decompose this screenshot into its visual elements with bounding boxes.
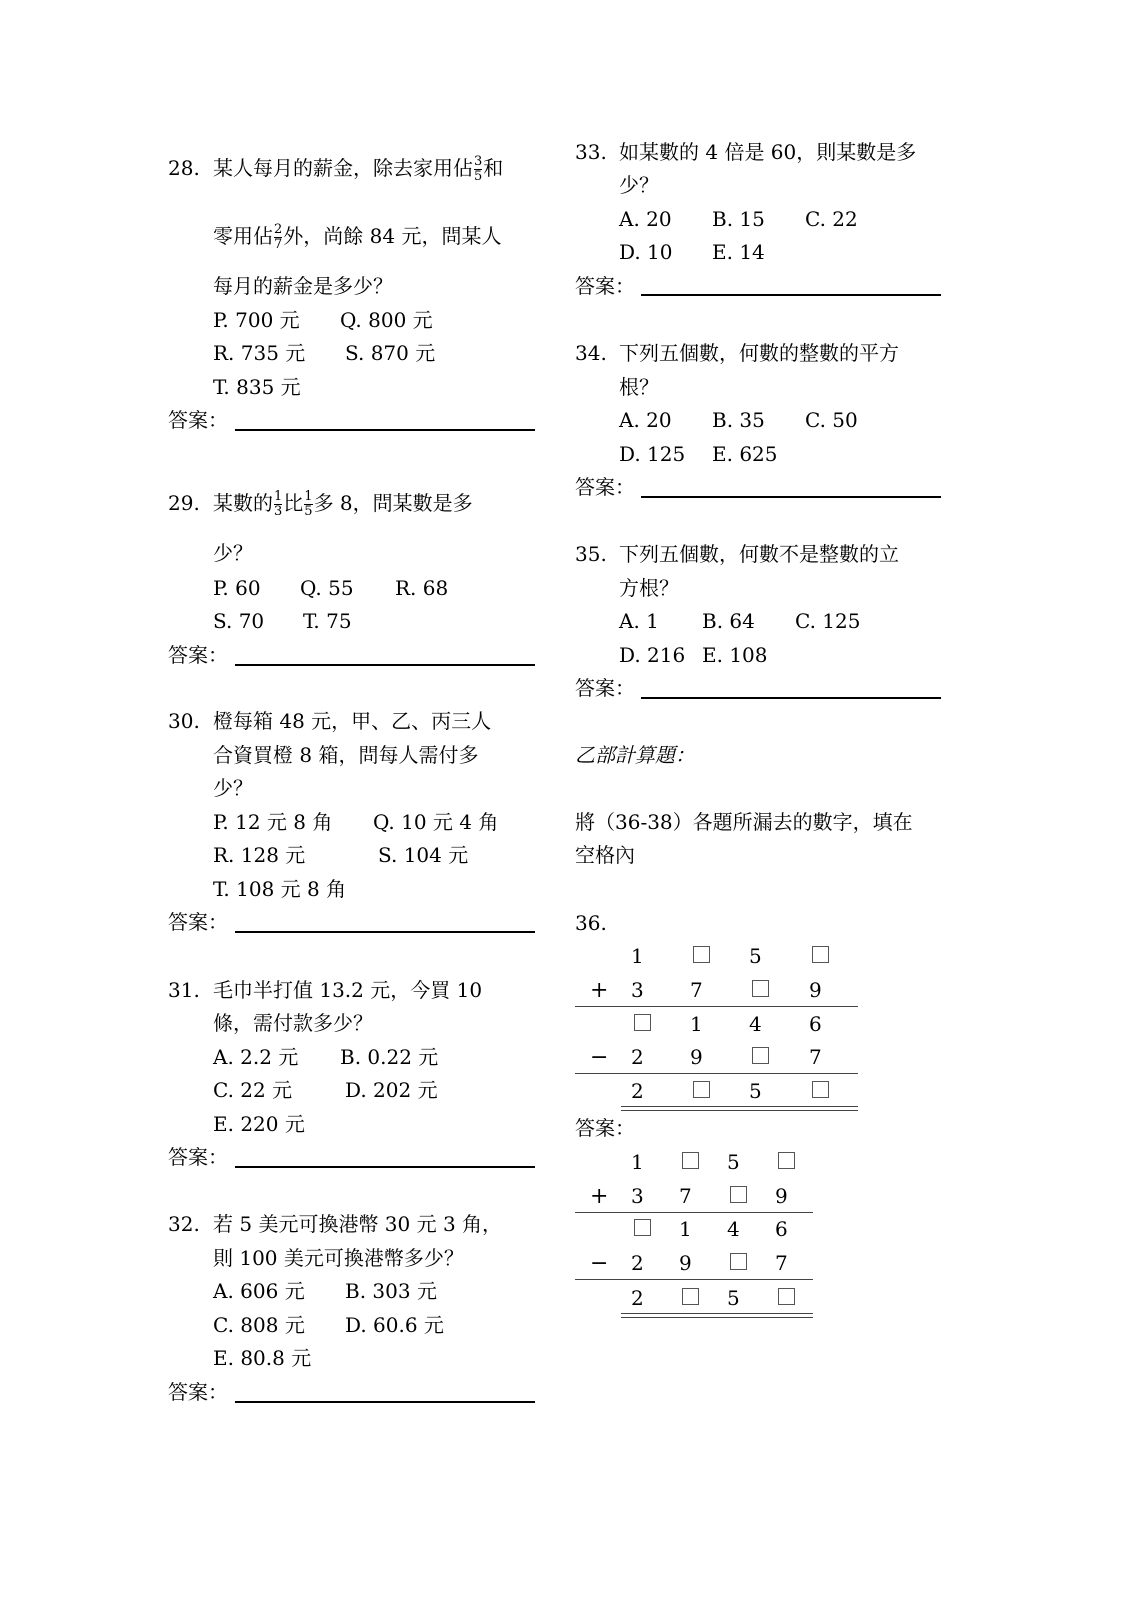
blank-box[interactable] (682, 1288, 699, 1305)
question-number: 32. (168, 1212, 200, 1236)
option: S. 104 元 (378, 843, 469, 867)
digit: 1 (631, 944, 644, 968)
answer-line[interactable] (235, 931, 535, 933)
double-underline (621, 1106, 858, 1107)
question-text: 和 (483, 156, 504, 180)
digit: 7 (809, 1045, 822, 1069)
fraction-denominator: 3 (274, 504, 283, 519)
question-text-line: 根？ (619, 375, 659, 399)
answer-line[interactable] (641, 496, 941, 498)
blank-box[interactable] (730, 1253, 747, 1270)
sum-line (575, 1006, 858, 1007)
option: E. 14 (712, 240, 765, 264)
double-underline (621, 1110, 858, 1111)
blank-box[interactable] (693, 1081, 710, 1098)
plus-sign: + (590, 978, 609, 1003)
option: Q. 800 元 (340, 308, 433, 332)
answer-label: 答案： (575, 475, 635, 499)
digit: 2 (631, 1079, 644, 1103)
plus-sign: + (590, 1184, 609, 1209)
digit: 5 (727, 1150, 740, 1174)
blank-box[interactable] (693, 946, 710, 963)
blank-box[interactable] (752, 1047, 769, 1064)
option: E. 80.8 元 (213, 1346, 312, 1370)
digit: 9 (809, 978, 822, 1002)
option: R. 68 (395, 576, 449, 600)
section-title: 乙部計算題： (575, 743, 695, 767)
answer-line[interactable] (235, 429, 535, 431)
digit: 5 (749, 944, 762, 968)
digit: 3 (631, 978, 644, 1002)
option: T. 108 元 8 角 (213, 877, 347, 901)
blank-box[interactable] (634, 1014, 651, 1031)
option: B. 0.22 元 (340, 1045, 439, 1069)
fraction (474, 155, 482, 183)
digit: 1 (690, 1012, 703, 1036)
question-text-line: 則 100 美元可換港幣多少？ (213, 1246, 464, 1270)
answer-line[interactable] (235, 664, 535, 666)
minus-sign: − (590, 1045, 609, 1070)
answer-line[interactable] (641, 294, 941, 296)
question-number: 30. (168, 709, 200, 733)
blank-box[interactable] (730, 1186, 747, 1203)
option: T. 835 元 (213, 375, 301, 399)
answer-line[interactable] (235, 1166, 535, 1168)
option: R. 735 元 (213, 341, 306, 365)
fraction-numerator: 1 (274, 489, 283, 505)
question-text-line: 橙每箱 48 元，甲、乙、丙三人 (213, 709, 492, 733)
digit: 9 (690, 1045, 703, 1069)
digit: 2 (631, 1045, 644, 1069)
question-text-line: 少？ (619, 173, 659, 197)
option: E. 108 (702, 643, 768, 667)
fraction-numerator: 3 (474, 154, 483, 170)
option: C. 125 (795, 609, 861, 633)
question-text: 比 (283, 491, 304, 515)
option: S. 870 元 (345, 341, 436, 365)
option: B. 64 (702, 609, 755, 633)
question-text-line: 下列五個數，何數不是整數的立 (619, 542, 899, 566)
option: A. 2.2 元 (213, 1045, 299, 1069)
digit: 4 (749, 1012, 762, 1036)
option: B. 303 元 (345, 1279, 437, 1303)
question-text-line: 若 5 美元可換港幣 30 元 3 角， (213, 1212, 503, 1236)
digit: 7 (775, 1251, 788, 1275)
question-number: 28. (168, 156, 200, 180)
answer-label: 答案： (575, 274, 635, 298)
question-number: 29. (168, 491, 200, 515)
answer-label: 答案： (575, 1116, 635, 1140)
question-text: 某人每月的薪金，除去家用佔 (213, 156, 473, 180)
option: A. 1 (619, 609, 659, 633)
blank-box[interactable] (634, 1219, 651, 1236)
question-text-line: 每月的薪金是多少？ (213, 274, 393, 298)
option: A. 606 元 (213, 1279, 305, 1303)
option: P. 60 (213, 576, 261, 600)
digit: 5 (727, 1286, 740, 1310)
option: E. 625 (712, 442, 778, 466)
question-number: 34. (575, 341, 607, 365)
option: C. 808 元 (213, 1313, 305, 1337)
fraction-numerator: 1 (304, 489, 313, 505)
instruction-line: 空格內 (575, 843, 635, 867)
question-number: 35. (575, 542, 607, 566)
digit: 9 (679, 1251, 692, 1275)
minus-sign: − (590, 1251, 609, 1276)
option: P. 12 元 8 角 (213, 810, 333, 834)
option: D. 10 (619, 240, 673, 264)
question-text: 零用佔 (213, 224, 273, 248)
digit: 1 (679, 1217, 692, 1241)
fraction (274, 223, 282, 251)
digit: 5 (749, 1079, 762, 1103)
digit: 2 (631, 1251, 644, 1275)
question-text: 外，尚餘 84 元，問某人 (283, 224, 502, 248)
question-text-line (213, 148, 503, 188)
instruction-line: 將（36-38）各題所漏去的數字，填在 (575, 810, 913, 834)
fraction-denominator: 7 (274, 237, 283, 252)
question-text-line (213, 216, 501, 256)
question-text-line: 如某數的 4 倍是 60，則某數是多 (619, 140, 917, 164)
question-number: 33. (575, 140, 607, 164)
answer-label: 答案： (168, 1145, 228, 1169)
digit: 1 (631, 1150, 644, 1174)
option: C. 22 元 (213, 1078, 293, 1102)
option: B. 35 (712, 408, 765, 432)
question-text-line: 下列五個數，何數的整數的平方 (619, 341, 899, 365)
answer-label: 答案： (168, 1380, 228, 1404)
digit: 7 (690, 978, 703, 1002)
option: S. 70 (213, 609, 265, 633)
option: C. 50 (805, 408, 858, 432)
fraction-denominator: 5 (474, 169, 483, 184)
digit: 7 (679, 1184, 692, 1208)
blank-box[interactable] (752, 980, 769, 997)
blank-box[interactable] (778, 1288, 795, 1305)
question-text-line: 少？ (213, 541, 253, 565)
question-text-line: 條，需付款多少？ (213, 1011, 373, 1035)
double-underline (621, 1313, 813, 1314)
blank-box[interactable] (812, 1081, 829, 1098)
digit: 3 (631, 1184, 644, 1208)
option: T. 75 (303, 609, 352, 633)
fraction-numerator: 2 (274, 222, 283, 238)
option: D. 125 (619, 442, 686, 466)
option: B. 15 (712, 207, 765, 231)
question-text-line (213, 483, 473, 523)
blank-box[interactable] (812, 946, 829, 963)
answer-label: 答案： (168, 408, 228, 432)
sum-line (575, 1212, 813, 1213)
digit: 9 (775, 1184, 788, 1208)
question-text: 多 8，問某數是多 (313, 491, 473, 515)
blank-box[interactable] (682, 1152, 699, 1169)
answer-line[interactable] (235, 1401, 535, 1403)
option: D. 202 元 (345, 1078, 438, 1102)
answer-label: 答案： (575, 676, 635, 700)
option: D. 216 (619, 643, 686, 667)
digit: 4 (727, 1217, 740, 1241)
fraction-denominator: 5 (304, 504, 313, 519)
question-text-line: 方根？ (619, 576, 679, 600)
fraction (274, 490, 282, 518)
answer-label: 答案： (168, 910, 228, 934)
question-text-line: 毛巾半打值 13.2 元，今買 10 (213, 978, 483, 1002)
fraction (304, 490, 312, 518)
answer-line[interactable] (641, 697, 941, 699)
blank-box[interactable] (778, 1152, 795, 1169)
double-underline (621, 1317, 813, 1318)
option: Q. 10 元 4 角 (373, 810, 499, 834)
question-text-line: 少？ (213, 776, 253, 800)
question-number: 36. (575, 911, 607, 935)
option: Q. 55 (300, 576, 354, 600)
option: A. 20 (619, 207, 672, 231)
option: P. 700 元 (213, 308, 300, 332)
digit: 2 (631, 1286, 644, 1310)
difference-line (575, 1279, 813, 1280)
answer-label: 答案： (168, 643, 228, 667)
option: R. 128 元 (213, 843, 306, 867)
option: E. 220 元 (213, 1112, 305, 1136)
option: A. 20 (619, 408, 672, 432)
question-text: 某數的 (213, 491, 273, 515)
difference-line (575, 1073, 858, 1074)
question-text-line: 合資買橙 8 箱，問每人需付多 (213, 743, 479, 767)
option: D. 60.6 元 (345, 1313, 444, 1337)
digit: 6 (775, 1217, 788, 1241)
question-number: 31. (168, 978, 200, 1002)
digit: 6 (809, 1012, 822, 1036)
option: C. 22 (805, 207, 858, 231)
